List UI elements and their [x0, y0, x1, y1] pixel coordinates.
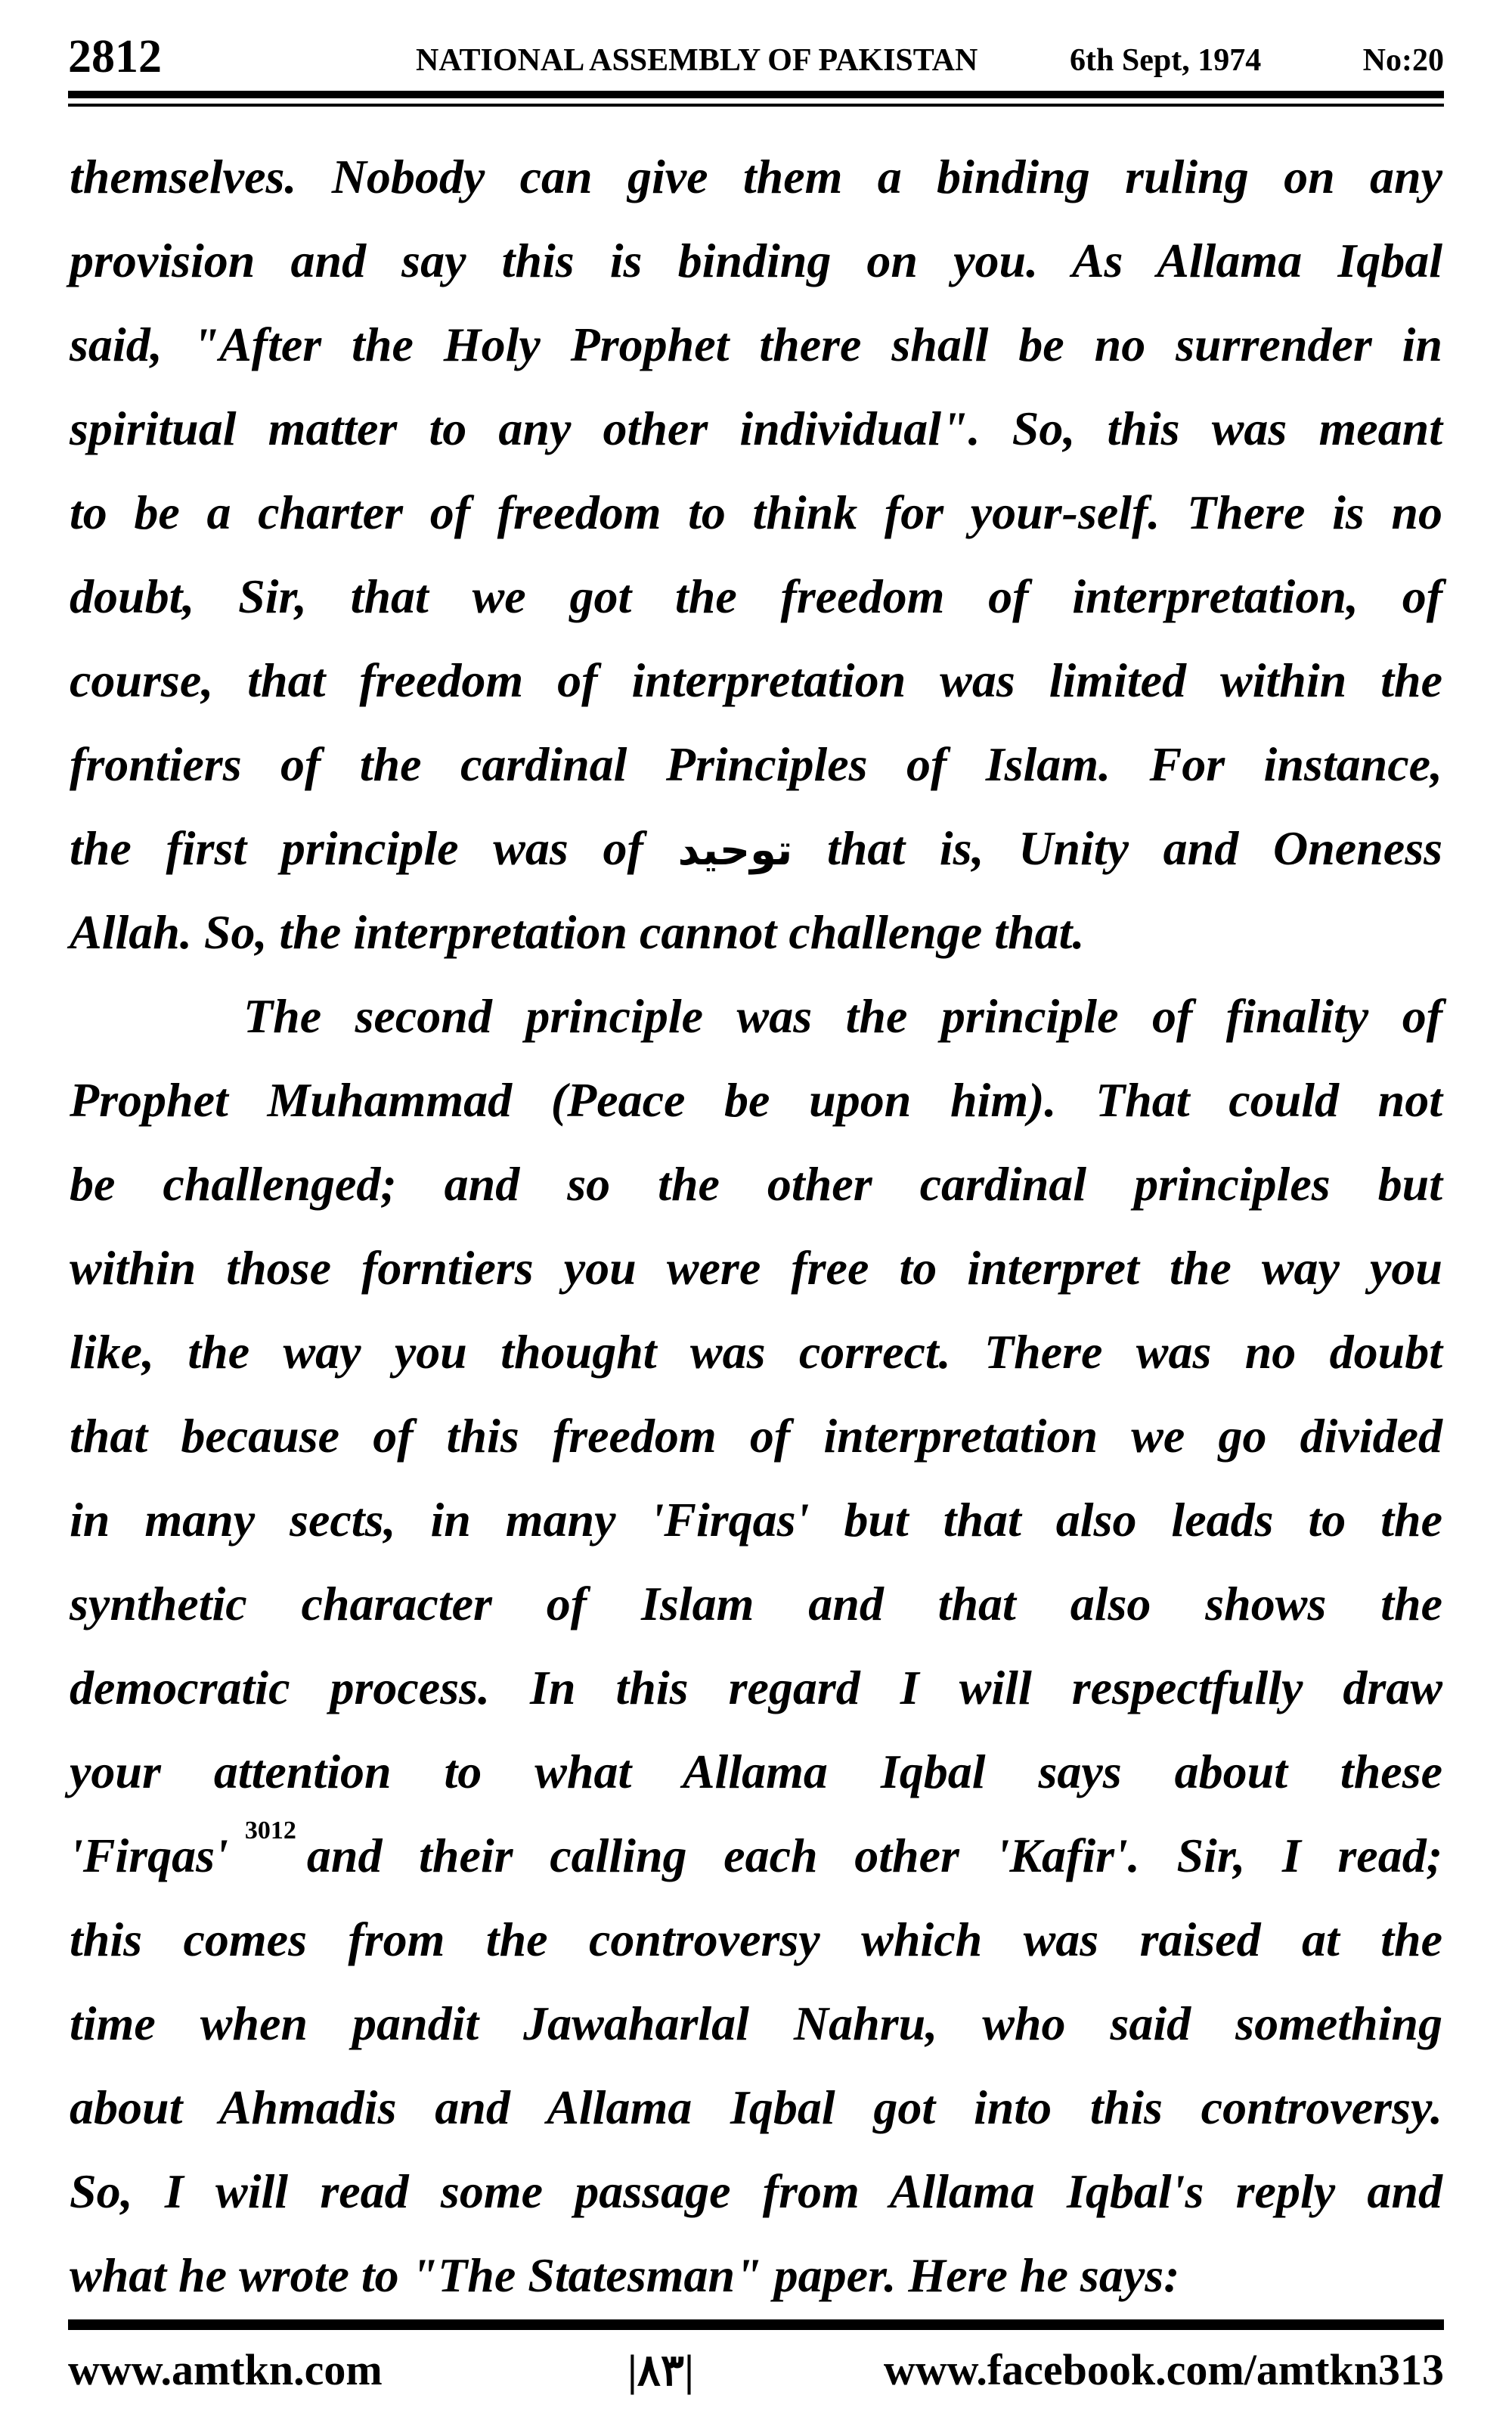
text-line: spiritual matter to any other individual". So, this was meant: [70, 402, 1442, 455]
text-line: to be a charter of freedom to think for your-self. There is no: [70, 486, 1442, 539]
text-line: themselves. Nobody can give them a binding ruling on any: [70, 150, 1442, 203]
text-segment: the first principle was of: [70, 821, 643, 875]
page-footer: [68, 2344, 1444, 2405]
text-line: frontiers of the cardinal Principles of Islam. For instance,: [70, 737, 1442, 791]
document-body: [70, 135, 1442, 2317]
text-line: what he wrote to "The Statesman" paper. Here he says:: [70, 2248, 1180, 2302]
footer-rule: [68, 2319, 1444, 2330]
text-line: time when pandit Jawaharlal Nahru, who said something: [70, 1996, 1442, 2050]
text-segment: and their calling each other 'Kafir'. Sir, I read;: [306, 1829, 1442, 1882]
text-line-with-urdu: [70, 806, 1442, 890]
text-line: within those forntiers you were free to interpret the way you: [70, 1241, 1442, 1295]
text-line: synthetic character of Islam and that also shows the: [70, 1577, 1442, 1630]
text-line: be challenged; and so the other cardinal principles but: [70, 1157, 1442, 1211]
text-line: about Ahmadis and Allama Iqbal got into this controversy.: [70, 2080, 1442, 2134]
text-line: in many sects, in many 'Firqas' but that also leads to the: [70, 1493, 1442, 1547]
issue-number: No:20: [1362, 43, 1444, 78]
paragraph-first-line: The second principle was the principle of finality of: [243, 989, 1442, 1043]
footnote-reference: 3012: [244, 1817, 296, 1844]
text-line-with-footnote: [70, 1813, 1442, 1897]
publication-title: NATIONAL ASSEMBLY OF PAKISTAN: [416, 43, 978, 78]
urdu-word: توحید: [677, 826, 793, 875]
text-segment: that is, Unity and Oneness: [826, 821, 1443, 875]
text-line: Allah. So, the interpretation cannot challenge that.: [70, 905, 1085, 959]
text-line: your attention to what Allama Iqbal says about these: [70, 1745, 1442, 1798]
website-link[interactable]: www.amtkn.com: [68, 2345, 383, 2394]
text-line: like, the way you thought was correct. There was no doubt: [70, 1325, 1442, 1379]
header-rule-thin: [68, 104, 1444, 107]
text-line: So, I will read some passage from Allama Iqbal's reply and: [70, 2164, 1442, 2218]
header-rule-thick: [68, 91, 1444, 98]
session-date: 6th Sept, 1974: [1070, 43, 1262, 78]
text-line: course, that freedom of interpretation was limited within the: [70, 653, 1442, 707]
text-line: democratic process. In this regard I will respectfully draw: [70, 1661, 1442, 1714]
facebook-link[interactable]: www.facebook.com/amtkn313: [883, 2345, 1444, 2394]
page-number: 2812: [68, 31, 162, 82]
text-line: said, "After the Holy Prophet there shall be no surrender in: [70, 318, 1442, 371]
text-line: this comes from the controversy which was raised at the: [70, 1913, 1442, 1966]
text-line: doubt, Sir, that we got the freedom of interpretation, of: [70, 569, 1442, 623]
page-header: [68, 23, 1444, 83]
text-line: that because of this freedom of interpretation we go divided: [70, 1409, 1442, 1463]
footer-page-marker: |٨٣|: [627, 2346, 694, 2395]
text-line: provision and say this is binding on you. As Allama Iqbal: [70, 234, 1442, 287]
text-line: Prophet Muhammad (Peace be upon him). That could not: [70, 1073, 1442, 1127]
text-segment: 'Firqas': [70, 1829, 228, 1882]
